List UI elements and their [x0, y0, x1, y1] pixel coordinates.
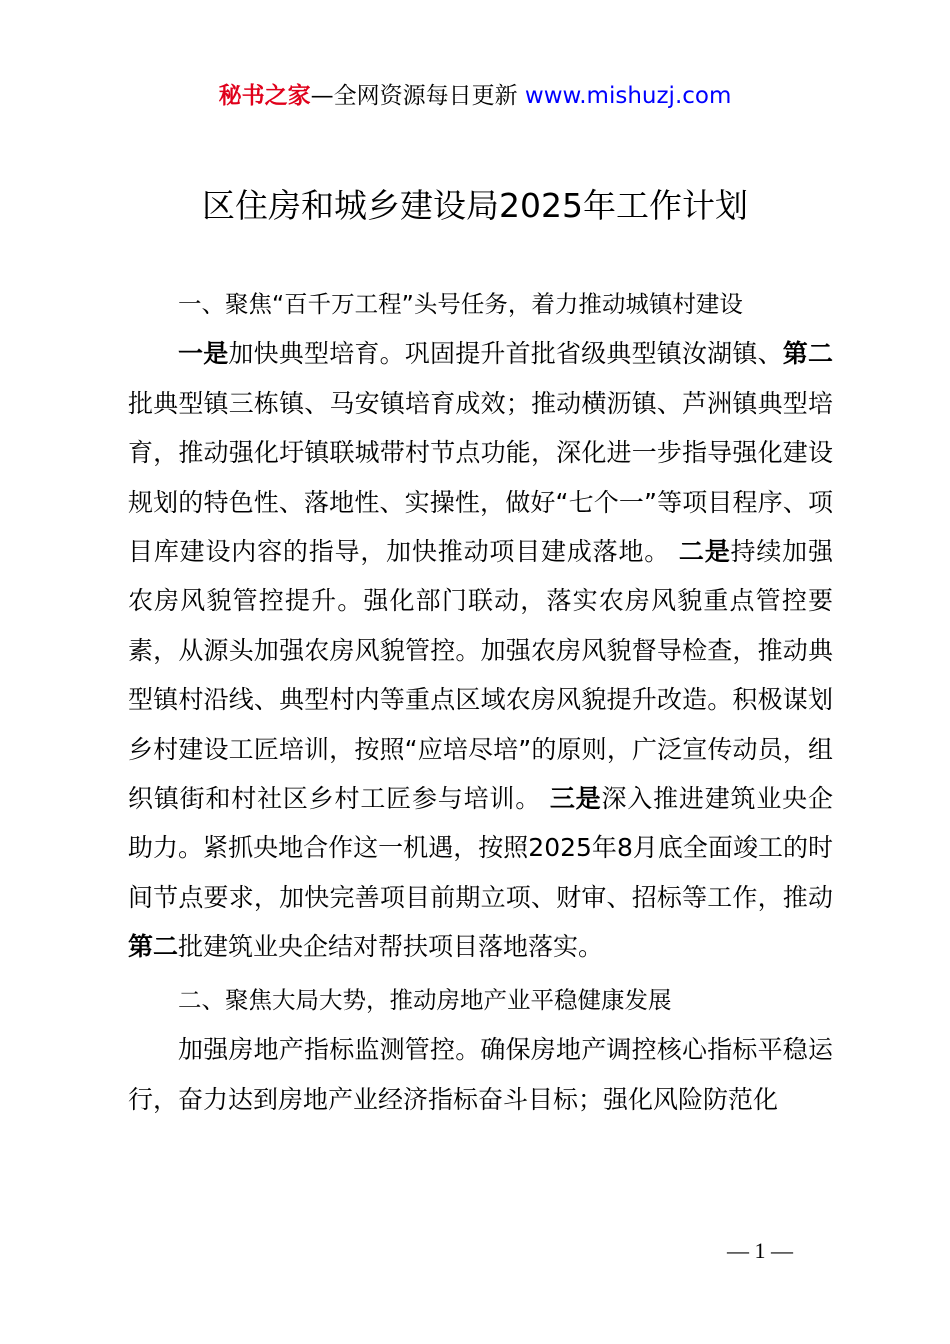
header-tagline: —全网资源每日更新	[310, 83, 518, 109]
section-2-heading: 二、聚焦大局大势，推动房地产业平稳健康发展	[178, 985, 672, 1014]
item-text-3b: 批建筑业央企结对帮扶项目落地落实。	[178, 932, 604, 962]
section-2-paragraph: 加强房地产指标监测管控。确保房地产调控核心指标平稳运行，奋力达到房地产业经济指标奋斗目标；强化风险防范化	[128, 1035, 833, 1114]
brand-name: 秘书之家	[218, 83, 311, 109]
document-body	[128, 280, 833, 1124]
site-header	[0, 78, 950, 114]
item-text-3a: 深入推进建筑业央企助力。紧抓央地合作这一机遇，按照2025年8月底全面竣工的时间节点要求，加快完善项目前期立项、财审、招标等工作，推动	[128, 784, 833, 912]
item-marker-3: 三是	[549, 784, 602, 814]
document-title: 区住房和城乡建设局2025年工作计划	[202, 186, 748, 225]
item-text-1a: 加快典型培育。巩固提升首批省级典型镇汝湖镇、	[228, 339, 783, 369]
site-url-link[interactable]: www.mishuzj.com	[524, 83, 732, 109]
item-text-1b: 批典型镇三栋镇、马安镇培育成效；推动横沥镇、芦洲镇典型培育，推动强化圩镇联城带村节点功能，深化进一步指导强化建设规划的特色性、落地性、实操性，做好“七个一”等项目程序、项目库建设内容的指导，加快推动项目建成落地。	[128, 388, 833, 567]
item-text-2: 持续加强农房风貌管控提升。强化部门联动，落实农房风貌重点管控要素，从源头加强农房风貌管控。加强农房风貌督导检查，推动典型镇村沿线、典型村内等重点区域农房风貌提升改造。积极谋划乡村建设工匠培训，按照“应培尽培”的原则，广泛宣传动员，组织镇街和村社区乡村工匠参与培训。	[128, 537, 833, 814]
item-marker-2: 二是	[678, 537, 731, 567]
page-number: — 1 —	[727, 1238, 793, 1263]
bold-ordinal-1: 第二	[782, 339, 833, 369]
section-1-paragraph	[128, 329, 833, 971]
item-marker-1: 一是	[178, 339, 229, 369]
section-1-heading: 一、聚焦“百千万工程”头号任务，着力推动城镇村建设	[178, 290, 743, 318]
bold-ordinal-2: 第二	[128, 932, 179, 962]
